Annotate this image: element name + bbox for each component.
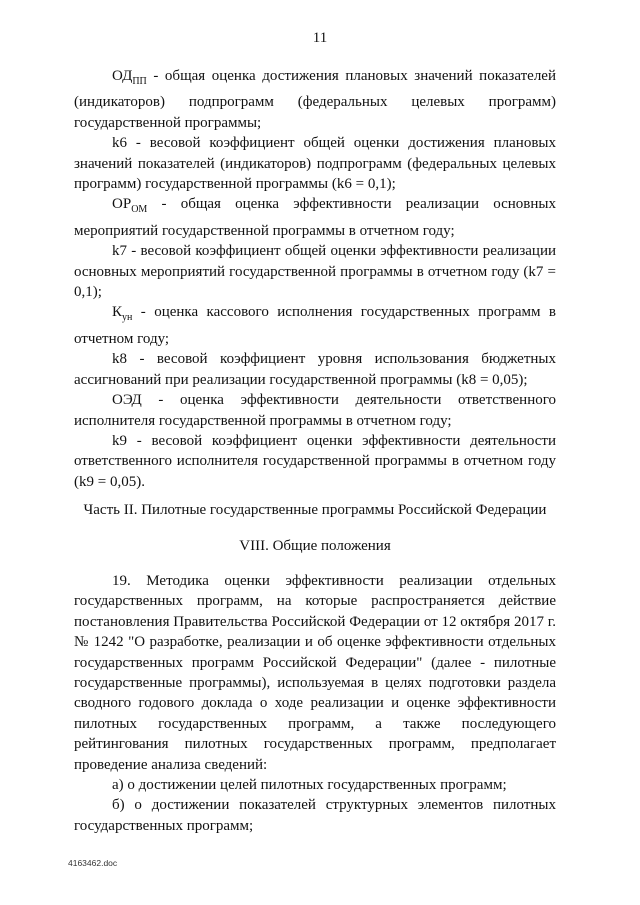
term-od-pp [74,66,556,133]
term-subscript: ОМ [131,204,148,216]
file-name-footer: 4163462.doc [68,858,118,868]
term-k6: k6 - весовой коэффициент общей оценки достижения плановых значений показателей (индикаторов) подпрограмм (федеральных целевых программ) государственной программы (k6 = 0,1); [74,135,556,193]
paragraph-19: 19. Методика оценки эффективности реализации отдельных государственных программ, на которые распространяется действие постановления Правительства Российской Федерации от 12 октября 2017 г. № 1242 "О разработке, реализации и об оценке эффективности отдельных государственных программ Российской Федерации" (далее - пилотные государственные программы), используемая в целях подготовки раздела сводного годового доклада о ходе реализации и оценке эффективности пилотных государственных программ, а также последующего рейтингования пилотных государственных программ, предполагает проведение анализа сведений: [74,572,556,773]
term-k9: k9 - весовой коэффициент оценки эффективности деятельности ответственного исполнителя государственной программы в отчетном году (k9 = 0,05). [74,432,556,490]
term-symbol: ОД [112,68,133,84]
term-text: - оценка кассового исполнения государственных программ в отчетном году; [74,304,556,347]
section-heading: VIII. Общие положения [239,537,391,554]
term-k-un [74,302,556,349]
term-symbol: ОР [112,196,132,213]
term-oed: ОЭД - оценка эффективности деятельности ответственного исполнителя государственной программы в отчетном году; [74,392,556,429]
part-heading: Часть II. Пилотные государственные программы Российской Федерации [83,502,547,519]
page-number: 11 [312,30,328,46]
term-text: - общая оценка эффективности реализации основных мероприятий государственной программы в отчетном году; [74,196,556,239]
term-k8: k8 - весовой коэффициент уровня использования бюджетных ассигнований при реализации государственной программы (k8 = 0,05); [74,351,556,388]
term-or-om [74,194,556,241]
term-k7: k7 - весовой коэффициент общей оценки эффективности реализации основных мероприятий государственной программы в отчетном году (k7 = 0,1); [74,243,556,301]
list-item-b: б) о достижении показателей структурных элементов пилотных государственных программ; [74,797,556,834]
document-body [74,66,556,836]
term-subscript: ПП [132,76,147,87]
list-item-a: а) о достижении целей пилотных государственных программ; [112,777,507,793]
term-subscript: ун [122,312,133,324]
term-text: - общая оценка достижения плановых значений показателей (индикаторов) подпрограмм (федеральных целевых программ) государственной программы; [74,68,556,131]
term-symbol: К [112,304,123,321]
